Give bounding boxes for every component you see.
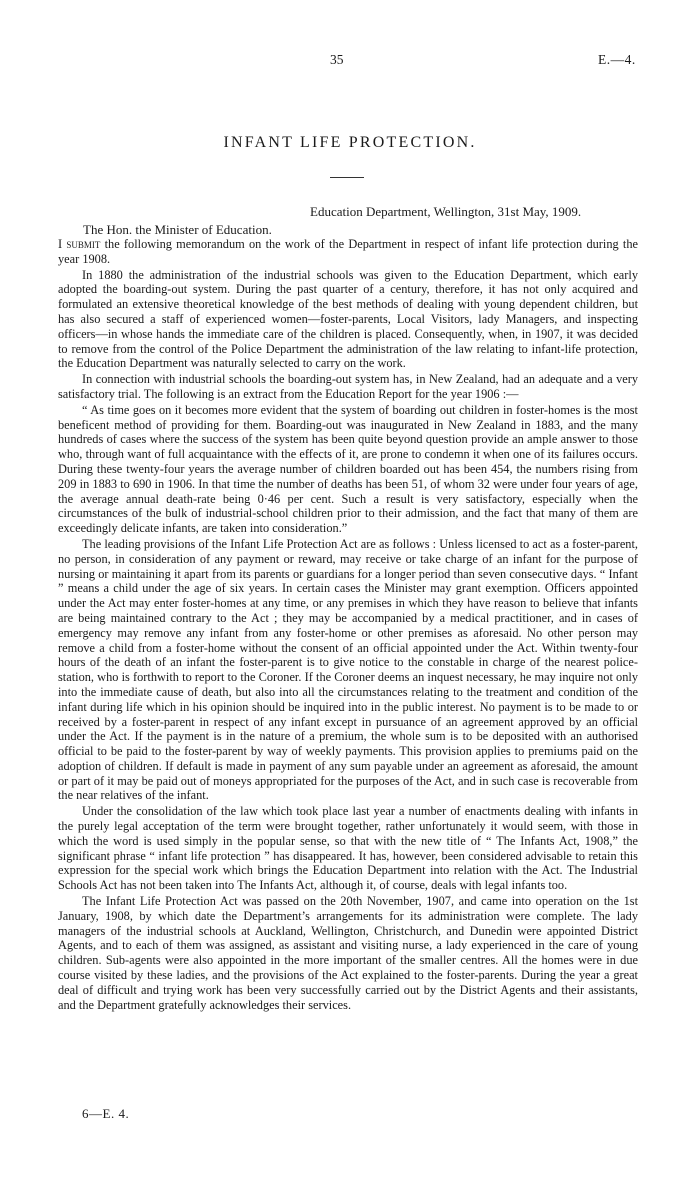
salutation: The Hon. the Minister of Education. <box>83 222 272 237</box>
signature-mark: 6—E. 4. <box>82 1106 130 1121</box>
paragraph: The leading provisions of the Infant Life Protection Act are as follows : Unless licensed to act as a foster-parent, no person, in consideration of any payment or reward, may receive or take charge of an infant for the purpose of nursing or maintaining it apart from its parents or guardians for a longer period than seven consecutive days. “ Infant ” means a child under the age of six years. In certain cases the Minister may grant exemption. Officers appointed under the Act may enter foster-homes at any time, or any premises in which they have reason to believe that infants are being maintained contrary to the Act ; they may be accompanied by a medical practitioner, and in cases of emergency may remove any infant from any foster-home or other premises as aforesaid. No other person may remove a child from a foster-home without the consent of an official appointed under the Act. Within twenty-four hours of the death of an infant the foster-parent is to give notice to the constable in charge of the nearest police-station, who is forthwith to report to the Coroner. If the Coroner deems an inquest necessary, he may inquire not only into the immediate cause of death, but also into all the circumstances relating to the treatment and condition of the infant during life which in his opinion should be inquired into in the public interest. No payment is to be made to or received by a foster-parent in respect of any infant except in pursuance of an agreement approved by an official under the Act. If the payment is in the nature of a premium, the whole sum is to be deposited with an authorised official to be paid to the foster-parent by way of weekly payments. This provision applies to premiums paid on the adoption of children. If default is made in payment of any sum payable under an agreement as aforesaid, the amount or part of it may be paid out of moneys appropriated for the purposes of the Act, and in such case is recoverable from the near relatives of the infant. <box>58 536 638 803</box>
title-divider <box>330 177 364 178</box>
paragraph: In 1880 the administration of the industrial schools was given to the Education Department, which early adopted the boarding-out system. During the past quarter of a century, therefore, it has not only acquired and formulated an extensive theoretical knowledge of the best methods of dealing with young dependent children, but has also secured a staff of experienced women—foster-parents, Local Visitors, lady Managers, and inspecting officers—in whose hands the immediate care of the children is placed. Consequently, when, in 1907, it was decided to remove from the control of the Police Department the administration of the law relating to infant-life protection, the Education Department was naturally selected to carry on the work. <box>58 267 638 371</box>
document-reference: E.—4. <box>598 52 636 67</box>
dateline: Education Department, Wellington, 31st May, 1909. <box>310 204 582 219</box>
paragraph: Under the consolidation of the law which took place last year a number of enactments dealing with infants in the purely legal acceptation of the term were brought together, rather unfortunately it would seem, with those in which the word is used simply in the popular sense, so that with the new title of “ The Infants Act, 1908,” the significant phrase “ infant life protection ” has disappeared. It has, however, been considered advisable to retain this expression for the special work which brings the Education Department into relation with the Act. The Industrial Schools Act has not been taken into The Infants Act, although it, of course, deals with legal infants too. <box>58 804 638 893</box>
quoted-extract-paragraph: “ As time goes on it becomes more evident that the system of boarding out children in foster-homes is the most beneficent method of providing for them. Boarding-out was inaugurated in New Zealand in 1883, and the many hundreds of cases where the success of the system has been quite beyond question provide an ample answer to those who, through want of full acquaintance with the effects of it, are prone to condemn it when one of its failures occurs. During these twenty-four years the average number of children boarded out has been 454, the numbers rising from 209 in 1883 to 690 in 1906. In that time the number of deaths has been 51, of whom 32 were under four years of age, the average annual death-rate being 0·46 per cent. Such a result is very satisfactory, especially when the circumstances of the bulk of industrial-school children prior to their admission, and the fact that many of them are exceedingly delicate infants, are taken into consideration.” <box>58 402 638 536</box>
paragraph: The Infant Life Protection Act was passed on the 20th November, 1907, and came into operation on the 1st January, 1908, by which date the Department’s arrangements for its administration were complete. The lady managers of the industrial schools at Auckland, Wellington, Christchurch, and Dunedin were appointed District Agents, and to each of them was assigned, as assistant and visiting nurse, a lady experienced in the care of young children. Sub-agents were also appointed in the more important of the smaller centres. All the homes were in due course visited by these ladies, and the provisions of the Act explained to the foster-parents. During the year a great deal of difficult and trying work has been very successfully carried out by the District Agents and their assistants, and the Department gratefully acknowledges their services. <box>58 894 638 1012</box>
page-title: INFANT LIFE PROTECTION. <box>223 134 477 151</box>
memorandum-body <box>58 237 638 1012</box>
opening-text: the following memorandum on the work of the Department in respect of infant life protection during the year 1908. <box>58 237 638 266</box>
opening-paragraph <box>58 237 638 267</box>
page-number: 35 <box>330 52 344 67</box>
paragraph: In connection with industrial schools the boarding-out system has, in New Zealand, had an adequate and a very satisfactory trial. The following is an extract from the Education Report for the year 1906 :— <box>58 372 638 401</box>
opening-first-word: I submit <box>58 237 101 251</box>
